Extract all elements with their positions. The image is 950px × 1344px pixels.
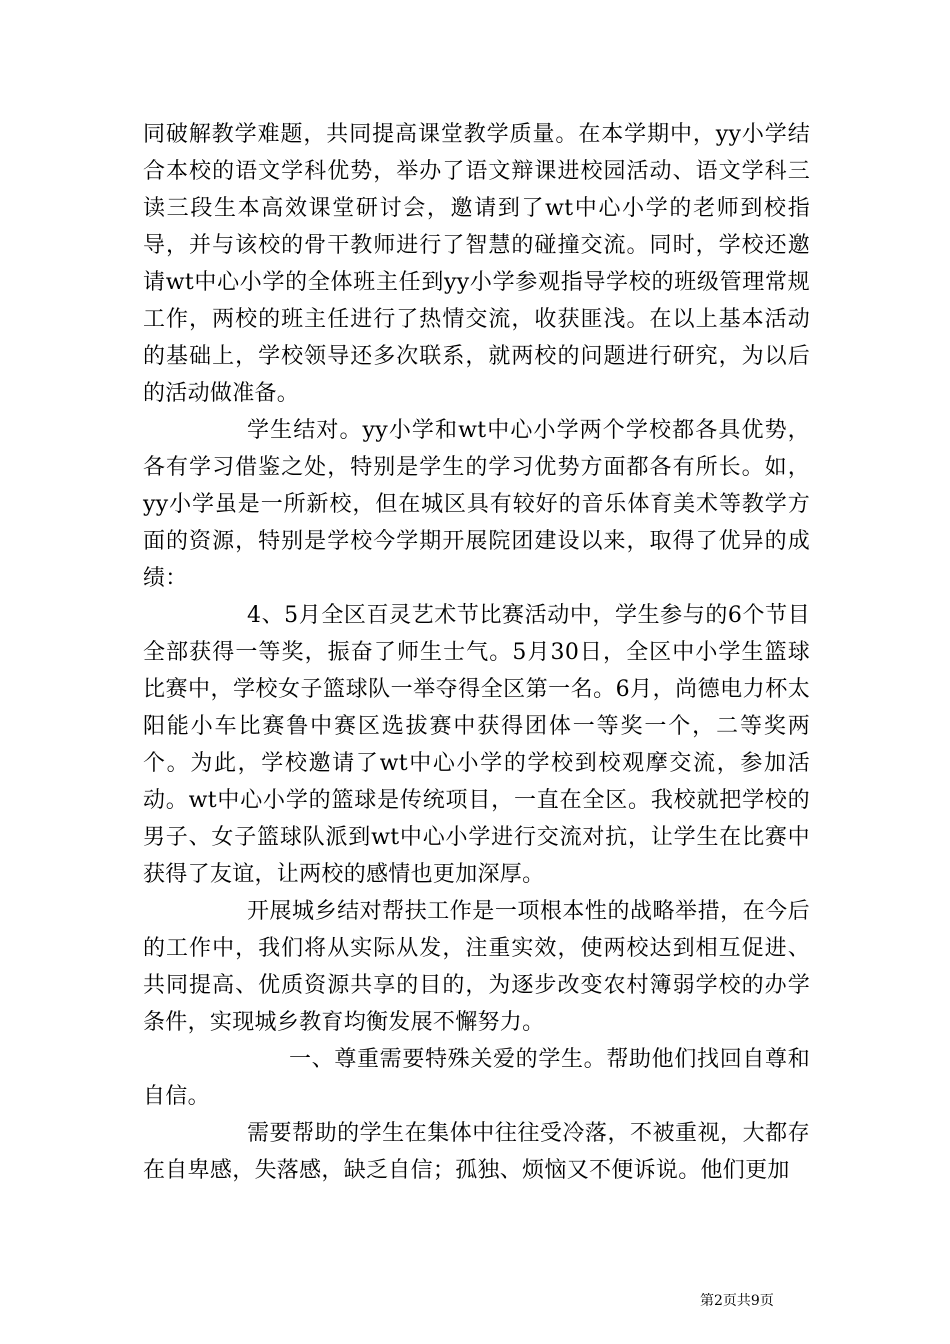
paragraph-conclusion: 开展城乡结对帮扶工作是一项根本性的战略举措，在今后的工作中，我们将从实际从发，注重实效，使两校达到相互促进、共同提高、优质资源共享的目的，为逐步改变农村簿弱学校的办学条件，实现城乡教育均衡发展不懈努力。 <box>143 899 810 1035</box>
document-body <box>143 116 810 1189</box>
section-heading-respect-students: 一、尊重需要特殊关爱的学生。帮助他们找回自尊和自信。 <box>143 1047 810 1109</box>
page-number-footer: 第2页共9页 <box>700 1293 774 1309</box>
paragraph-continuation: 同破解教学难题，共同提高课堂教学质量。在本学期中，yy小学结合本校的语文学科优势，举办了语文辩课进校园活动、语文学科三读三段生本高效课堂研讨会，邀请到了wt中心小学的老师到校指导，并与该校的骨干教师进行了智慧的碰撞交流。同时，学校还邀请wt中心小学的全体班主任到yy小学参观指导学校的班级管理常规工作，两校的班主任进行了热情交流，收获匪浅。在以上基本活动的基础上，学校领导还多次联系，就两校的问题进行研究，为以后的活动做准备。 <box>143 122 810 406</box>
paragraph-student-pairing: 学生结对。yy小学和wt中心小学两个学校都各具优势，各有学习借鉴之处，特别是学生的学习优势方面都各有所长。如，yy小学虽是一所新校，但在城区具有较好的音乐体育美术等教学方面的资源，特别是学校今学期开展院团建设以来，取得了优异的成绩： <box>143 418 810 591</box>
paragraph-students-needing-help: 需要帮助的学生在集体中往往受冷落，不被重视，大都存在自卑感，失落感，缺乏自信；孤独、烦恼又不便诉说。他们更加 <box>143 1121 810 1183</box>
paragraph-achievements: 4、5月全区百灵艺术节比赛活动中，学生参与的6个节目全部获得一等奖，振奋了师生士气。5月30日，全区中小学生篮球比赛中，学校女子篮球队一举夺得全区第一名。6月，尚德电力杯太阳能小车比赛鲁中赛区选拔赛中获得团体一等奖一个，二等奖两个。为此，学校邀请了wt中心小学的学校到校观摩交流，参加活动。wt中心小学的篮球是传统项目，一直在全区。我校就把学校的男子、女子篮球队派到wt中心小学进行交流对抗，让学生在比赛中获得了友谊，让两校的感情也更加深厚。 <box>143 603 810 887</box>
